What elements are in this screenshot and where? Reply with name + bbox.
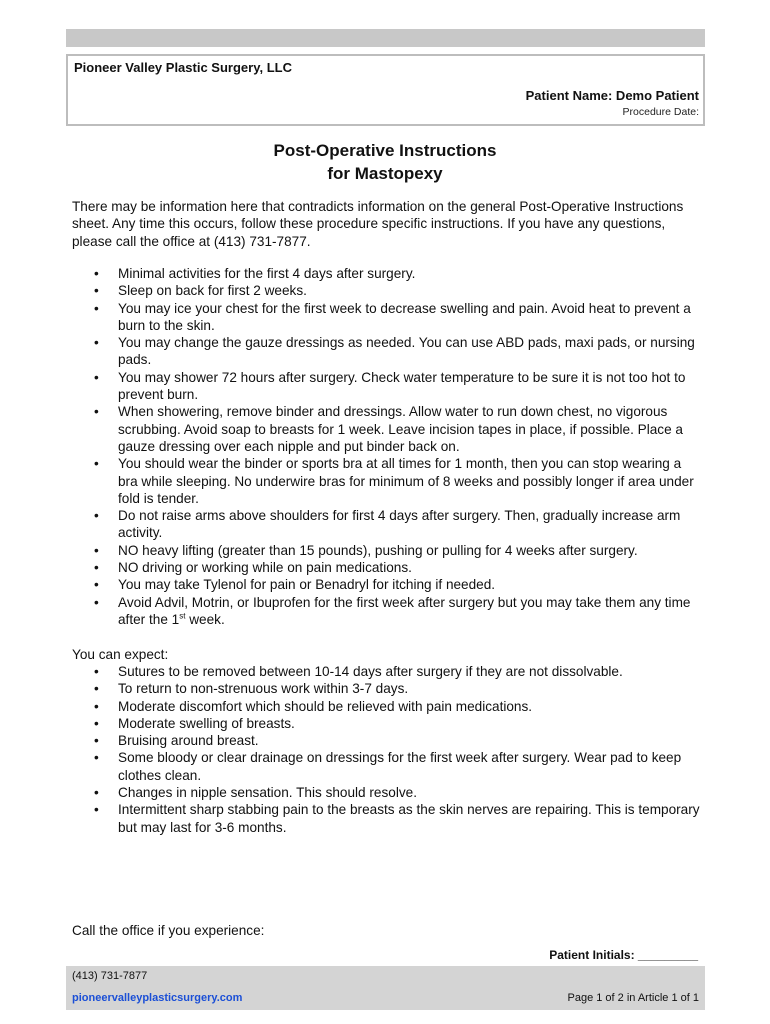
footer-phone: (413) 731-7877 bbox=[72, 970, 148, 982]
list-item: • NO driving or working while on pain medications. bbox=[72, 559, 702, 576]
list-item-tail: week. bbox=[185, 611, 225, 627]
practice-name: Pioneer Valley Plastic Surgery, LLC bbox=[74, 60, 292, 75]
list-item: • You may shower 72 hours after surgery. Check water temperature to be sure it is not too hot to prevent burn. bbox=[72, 369, 702, 404]
list-item: • Some bloody or clear drainage on dressings for the first week after surgery. Wear pad to keep clothes clean. bbox=[72, 749, 702, 784]
list-item: • Moderate swelling of breasts. bbox=[72, 715, 702, 732]
list-item: • You may change the gauze dressings as needed. You can use ABD pads, maxi pads, or nursing pads. bbox=[72, 334, 702, 369]
list-item: • You may ice your chest for the first week to decrease swelling and pain. Avoid heat to prevent a burn to the skin. bbox=[72, 300, 702, 335]
list-item: • You may take Tylenol for pain or Benadryl for itching if needed. bbox=[72, 576, 702, 593]
list-item: • Moderate discomfort which should be relieved with pain medications. bbox=[72, 698, 702, 715]
list-item: • Sutures to be removed between 10-14 days after surgery if they are not dissolvable. bbox=[72, 663, 702, 680]
list-item: • Do not raise arms above shoulders for first 4 days after surgery. Then, gradually increase arm activity. bbox=[72, 507, 702, 542]
page-indicator: Page 1 of 2 in Article 1 of 1 bbox=[567, 992, 699, 1004]
instructions-list bbox=[72, 265, 702, 628]
footer-bar bbox=[66, 966, 705, 1010]
call-office-text: Call the office if you experience: bbox=[72, 923, 265, 938]
list-item: • Bruising around breast. bbox=[72, 732, 702, 749]
patient-name: Patient Name: Demo Patient bbox=[525, 88, 699, 103]
ordinal-suffix: st bbox=[179, 611, 186, 621]
page-title-line1: Post-Operative Instructions bbox=[273, 141, 497, 160]
intro-paragraph: There may be information here that contradicts information on the general Post-Operative Instructions sheet. Any time this occurs, follow these procedure specific instructions. If you have any questions, please call the office at (413) 731-7877. bbox=[72, 199, 684, 249]
top-gray-bar bbox=[66, 29, 705, 47]
list-item bbox=[72, 594, 702, 629]
list-item: • Sleep on back for first 2 weeks. bbox=[72, 282, 702, 299]
list-item: • To return to non-strenuous work within 3-7 days. bbox=[72, 680, 702, 697]
list-item-text: Avoid Advil, Motrin, or Ibuprofen for the first week after surgery but you may take them any time after the 1 bbox=[118, 594, 691, 627]
list-item: • Minimal activities for the first 4 days after surgery. bbox=[72, 265, 702, 282]
list-item: • You should wear the binder or sports bra at all times for 1 month, then you can stop wearing a bra while sleeping. No underwire bras for minimum of 8 weeks and possibly longer if area under fold is tender. bbox=[72, 455, 702, 507]
expect-list bbox=[72, 663, 702, 836]
list-item: • When showering, remove binder and dressings. Allow water to run down chest, no vigorous scrubbing. Avoid soap to breasts for 1 week. Leave incision tapes in place, if possible. Place a gauze dressing over each nipple and put binder back on. bbox=[72, 403, 702, 455]
list-item: • NO heavy lifting (greater than 15 pounds), pushing or pulling for 4 weeks after surgery. bbox=[72, 542, 702, 559]
patient-initials: Patient Initials: _________ bbox=[549, 948, 698, 962]
page-title-line2: for Mastopexy bbox=[327, 164, 443, 183]
list-item: • Changes in nipple sensation. This should resolve. bbox=[72, 784, 702, 801]
website-link[interactable]: pioneervalleyplasticsurgery.com bbox=[72, 992, 243, 1004]
header-box bbox=[66, 54, 705, 126]
procedure-date: Procedure Date: bbox=[622, 106, 699, 118]
list-item: • Intermittent sharp stabbing pain to the breasts as the skin nerves are repairing. This is temporary but may last for 3-6 months. bbox=[72, 801, 702, 836]
expect-label: You can expect: bbox=[72, 647, 169, 662]
